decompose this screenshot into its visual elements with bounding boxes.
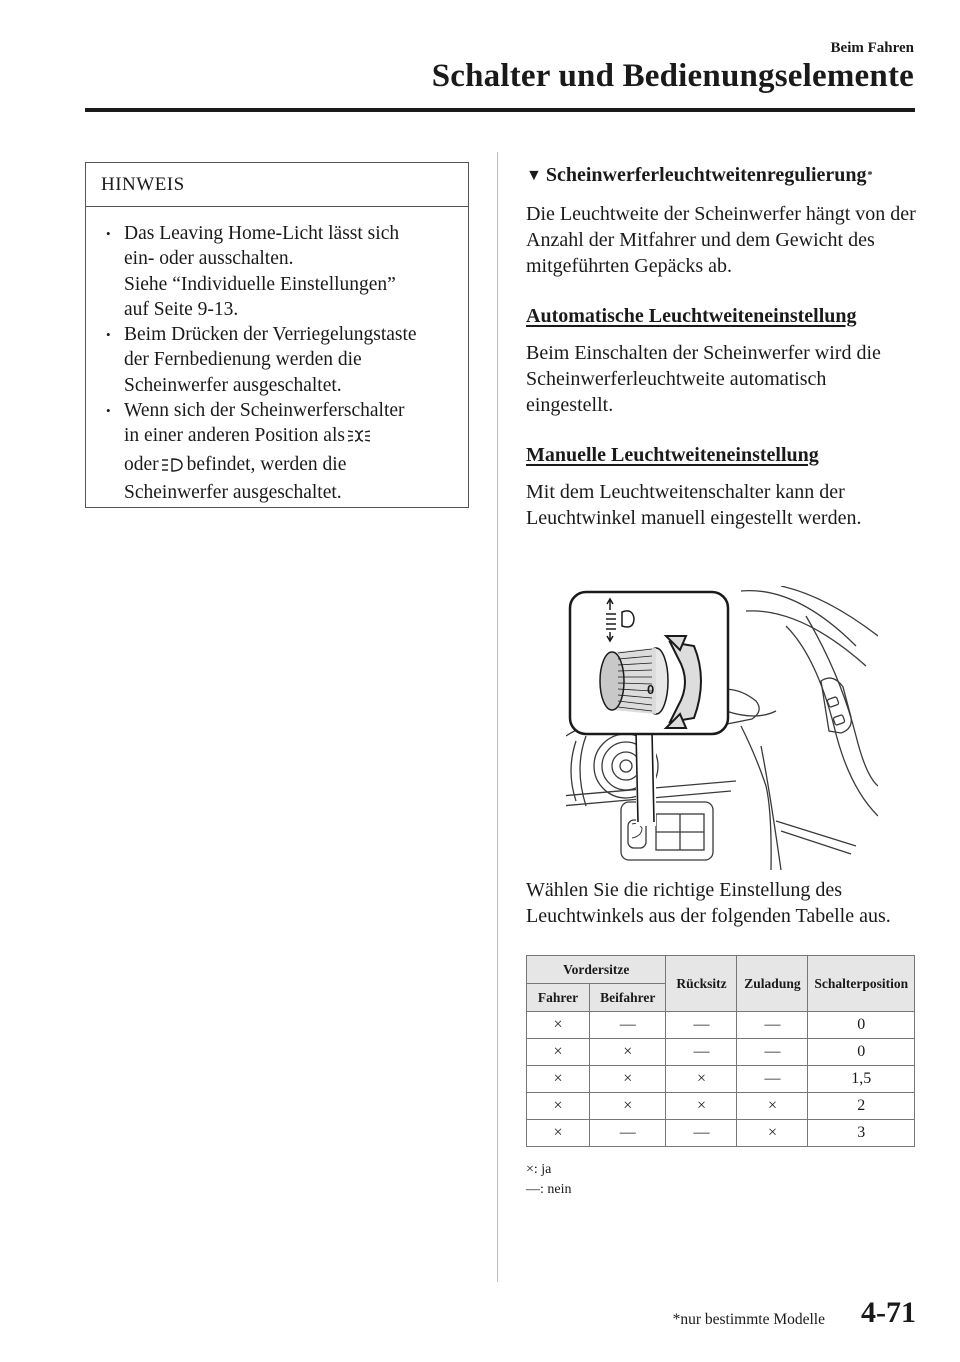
table-cell: 1,5 <box>808 1066 915 1093</box>
page-number: 4-71 <box>861 1296 916 1329</box>
running-header <box>432 40 914 94</box>
section-heading <box>526 164 918 187</box>
column-header: Rücksitz <box>666 956 737 1012</box>
table-cell: × <box>527 1093 590 1120</box>
parking-light-icon <box>348 426 370 451</box>
note-line: Scheinwerfer ausgeschaltet. <box>124 481 342 503</box>
note-list <box>86 207 468 505</box>
table-row <box>527 1012 915 1039</box>
table-cell: — <box>737 1012 808 1039</box>
table-cell: × <box>527 1120 590 1147</box>
footnote: *nur bestimmte Modelle <box>672 1311 825 1328</box>
table-cell: — <box>666 1120 737 1147</box>
manual-leveling-heading: Manuelle Leuchtweiteneinstellung <box>526 444 819 466</box>
column-divider <box>497 152 498 1282</box>
table-row <box>527 1120 915 1147</box>
table-cell: 3 <box>808 1120 915 1147</box>
table-cell: — <box>737 1039 808 1066</box>
intro-paragraph: Die Leuchtweite der Scheinwerfer hängt von der Anzahl der Mitfahrer und dem Gewicht des mitgeführten Gepäcks ab. <box>526 203 916 277</box>
table-cell: × <box>527 1066 590 1093</box>
model-footnote-mark: * <box>867 170 873 181</box>
table-cell: × <box>590 1093 666 1120</box>
table-legend <box>526 1160 572 1200</box>
auto-leveling-heading: Automatische Leuchtweiteneinstellung <box>526 305 857 327</box>
section-label: Beim Fahren <box>830 40 914 56</box>
table-cell: — <box>590 1012 666 1039</box>
note-item <box>106 398 460 505</box>
table-cell: × <box>666 1066 737 1093</box>
legend-yes: ×: ja <box>526 1162 552 1177</box>
auto-leveling-text: Beim Einschalten der Scheinwerfer wird die Scheinwerferleuchtweite automatisch eingestellt. <box>526 342 881 416</box>
table-cell: 0 <box>808 1039 915 1066</box>
column-group-header: Vordersitze <box>527 956 666 984</box>
legend-no: —: nein <box>526 1182 572 1197</box>
dial-zero-label: 0 <box>647 682 655 697</box>
note-line: oder <box>124 453 159 475</box>
headlight-leveling-section <box>526 162 918 531</box>
note-item <box>106 322 460 398</box>
note-line-with-icon <box>124 423 460 451</box>
note-line-with-icon <box>124 452 460 480</box>
note-line: auf Seite 9-13. <box>124 298 239 320</box>
column-header: Beifahrer <box>590 984 666 1012</box>
table-row <box>527 1093 915 1120</box>
header-rule <box>85 108 915 112</box>
note-line: Siehe “Individuelle Einstellungen” <box>124 273 396 295</box>
column-header: Zuladung <box>737 956 808 1012</box>
note-item <box>106 221 460 322</box>
note-heading: HINWEIS <box>86 163 468 207</box>
note-line: ein- oder ausschalten. <box>124 248 294 270</box>
note-line: der Fernbedienung werden die <box>124 349 362 371</box>
table-cell: × <box>527 1039 590 1066</box>
note-line: • Beim Drücken der Verriegelungstaste <box>124 324 417 346</box>
manual-leveling-text: Mit dem Leuchtweitenschalter kann der Leuchtwinkel manuell eingestellt werden. <box>526 481 862 529</box>
table-row <box>527 1039 915 1066</box>
column-header: Fahrer <box>527 984 590 1012</box>
column-header: Schalterposition <box>808 956 915 1012</box>
table-cell: — <box>737 1066 808 1093</box>
table-cell: × <box>590 1066 666 1093</box>
table-cell: 2 <box>808 1093 915 1120</box>
note-line: befindet, werden die <box>186 453 347 475</box>
table-cell: — <box>590 1120 666 1147</box>
table-cell: 0 <box>808 1012 915 1039</box>
table-caption: Wählen Sie die richtige Einstellung des Leuchtwinkels aus der folgenden Tabelle aus. <box>526 879 891 927</box>
leveling-switch-illustration <box>566 586 878 870</box>
note-line: in einer anderen Position als <box>124 425 345 447</box>
table-cell: × <box>590 1039 666 1066</box>
table-cell: — <box>666 1039 737 1066</box>
note-box <box>85 162 469 508</box>
note-line: Scheinwerfer ausgeschaltet. <box>124 374 342 396</box>
note-line: • Das Leaving Home-Licht lässt sich <box>124 223 400 244</box>
section-heading-text: Scheinwerferleuchtweitenregulierung <box>545 164 867 186</box>
table-cell: × <box>527 1012 590 1039</box>
table-cell: × <box>666 1093 737 1120</box>
note-line: • Wenn sich der Scheinwerferschalter <box>124 400 405 422</box>
leveling-settings-table <box>526 955 915 1147</box>
low-beam-icon <box>162 455 184 480</box>
table-cell: × <box>737 1120 808 1147</box>
page-title: Schalter und Bedienungselemente <box>431 58 914 94</box>
triangle-marker-icon: ▼ <box>526 166 542 184</box>
table-cell: — <box>666 1012 737 1039</box>
table-cell: × <box>737 1093 808 1120</box>
table-row <box>527 1066 915 1093</box>
